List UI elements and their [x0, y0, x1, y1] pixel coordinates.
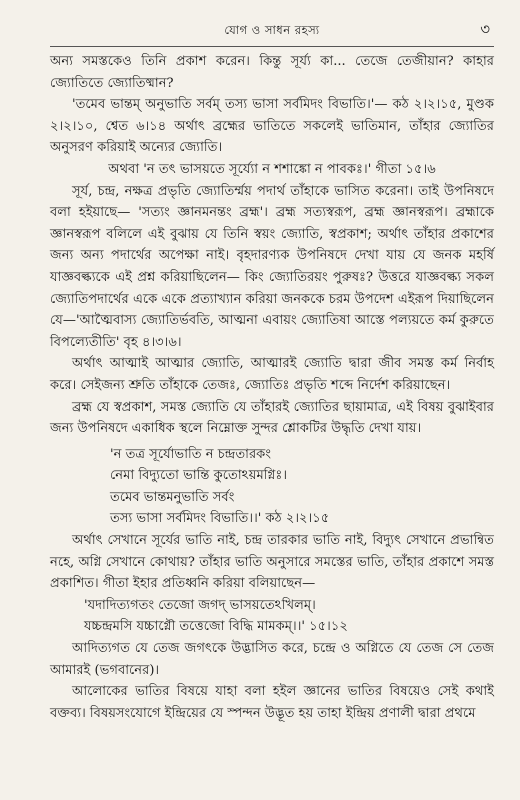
paragraph: 'তমেব ভান্তম্ অনুভাতি সর্বম্ তস্য ভাসা সর্বমিদং বিভাতি।'— কঠ ২।২।১৫, মুণ্ডক ২।২।১০, শ্বেত ৬।১৪ অর্থাৎ ব্রহ্মের ভাতিতে সকলেই ভাতিমান, তাঁহার জ্যোতির অনুসরণ করিয়াই অন্যের জ্যোতি।: [50, 97, 494, 156]
page-header: [50, 12, 494, 47]
verse-line: যচ্চন্দ্রমসি যচ্চাগ্নৌ তত্তেজো বিদ্ধি মামকম্।।' ১৫।১২: [84, 619, 348, 635]
paragraph: অর্থাৎ সেখানে সূর্যের ভাতি নাই, চন্দ্র তারকার ভাতি নাই, বিদ্যুৎ সেখানে প্রভান্বিত নহে, অগ্নি সেখানে কোথায়? তাঁহার ভাতি অনুসারে সমস্তের ভাতি, তাঁহার প্রকাশে সমস্ত প্রকাশিত। গীতা ইহার প্রতিধ্বনি করিয়া বলিয়াছেন—: [50, 533, 494, 592]
paragraph: আদিত্যগত যে তেজ জগৎকে উদ্ভাসিত করে, চন্দ্রে ও অগ্নিতে যে তেজ সে তেজ আমারই (ভগবানের)।: [50, 641, 494, 678]
running-head: যোগ ও সাধন রহস্য: [224, 23, 320, 37]
paragraph: অর্থাৎ আত্মাই আত্মার জ্যোতি, আত্মারই জ্যোতি দ্বারা জীব সমস্ত কর্ম নির্বাহ করে। সেইজন্য শ্রুতি তাঁহাকে তেজঃ, জ্যোতিঃ প্রভৃতি শব্দে নির্দেশ করিয়াছেন।: [50, 356, 494, 393]
paragraph: আলোকের ভাতির বিষয়ে যাহা বলা হইল জ্ঞানের ভাতির বিষয়েও সেই কথাই বক্তব্য। বিষয়সংযোগে ইন্দ্রিয়ের যে স্পন্দন উদ্ভূত হয় তাহা ইন্দ্রিয় প্রণালী দ্বারা প্রথমে: [50, 684, 494, 721]
verse-line: তস্য ভাসা সর্বমিদং বিভাতি।।' কঠ ২।২।১৫: [110, 511, 330, 527]
verse-line: 'যদাদিত্যগতং তেজো জগদ্ ভাসয়তেঽখিলম্।: [84, 597, 316, 613]
verse-line: নেমা বিদ্যুতো ভান্তি কুতোঽয়মগ্নিঃ।: [110, 468, 288, 484]
paragraph: ব্রহ্ম যে স্বপ্রকাশ, সমস্ত জ্যোতি যে তাঁহারই জ্যোতির ছায়ামাত্র, এই বিষয় বুঝাইবার জন্য উপনিষদে একাধিক স্থলে নিম্নোক্ত সুন্দর শ্লোকটির উদ্ধৃতি দেখা যায়।: [50, 399, 494, 437]
verse-line: তমেব ভান্তমনুভাতি সর্বং: [110, 489, 235, 505]
verse-line: 'ন তত্র সূর্যোভাতি ন চন্দ্রতারকং: [110, 446, 271, 462]
paragraph: অন্য সমস্তকেও তিনি প্রকাশ করেন। কিন্তু সূর্য্য কা... তেজে তেজীয়ান? কাহার জ্যোতিতে জ্যোতিষ্মান?: [50, 54, 494, 91]
gita-quote: অথবা 'ন তৎ ভাসয়তে সূর্য্যো ন শশাঙ্কো ন পাবকঃ।' গীতা ১৫।৬: [108, 161, 436, 177]
page-number: ৩: [480, 20, 490, 38]
page-body: [50, 51, 494, 724]
paragraph: সূর্য, চন্দ্র, নক্ষত্র প্রভৃতি জ্যোতির্ম্ময় পদার্থ তাঁহাকে ভাসিত করেনা। তাই উপনিষদে বলা হইয়াছে— 'সত্যং জ্ঞানমনন্তং ব্রহ্ম'। ব্রহ্ম সত্যস্বরূপ, ব্রহ্ম জ্ঞানস্বরূপ। ব্রহ্মাকে জ্ঞানস্বরূপ বলিলে এই বুঝায় যে তিনি স্বয়ং জ্যোতি, স্বপ্রকাশ; অর্থাৎ তাঁহার প্রকাশের জন্য অন্য পদার্থের অপেক্ষা নাই। বৃহদারণ্যক উপনিষদে দেখা যায় যে জনক মহর্ষি যাজ্ঞবল্ক্যকে এই প্রশ্ন করিয়াছিলেন— কিং জ্যোতিরয়ং পুরুষঃ? উত্তরে যাজ্ঞবল্ক্য সকল জ্যোতিপদার্থের একে একে প্রত্যাখ্যান করিয়া জনককে চরম উপদেশ এইরূপ দিয়াছিলেন যে—'আত্মৈবাস্য জ্যোতির্ভবতি, আত্মনা এবায়ং জ্যোতিষা আস্তে পল্যয়তে কর্ম কুরুতে বিপল্যেতীতি' বৃহ ৪।৩।৬।: [50, 183, 494, 350]
